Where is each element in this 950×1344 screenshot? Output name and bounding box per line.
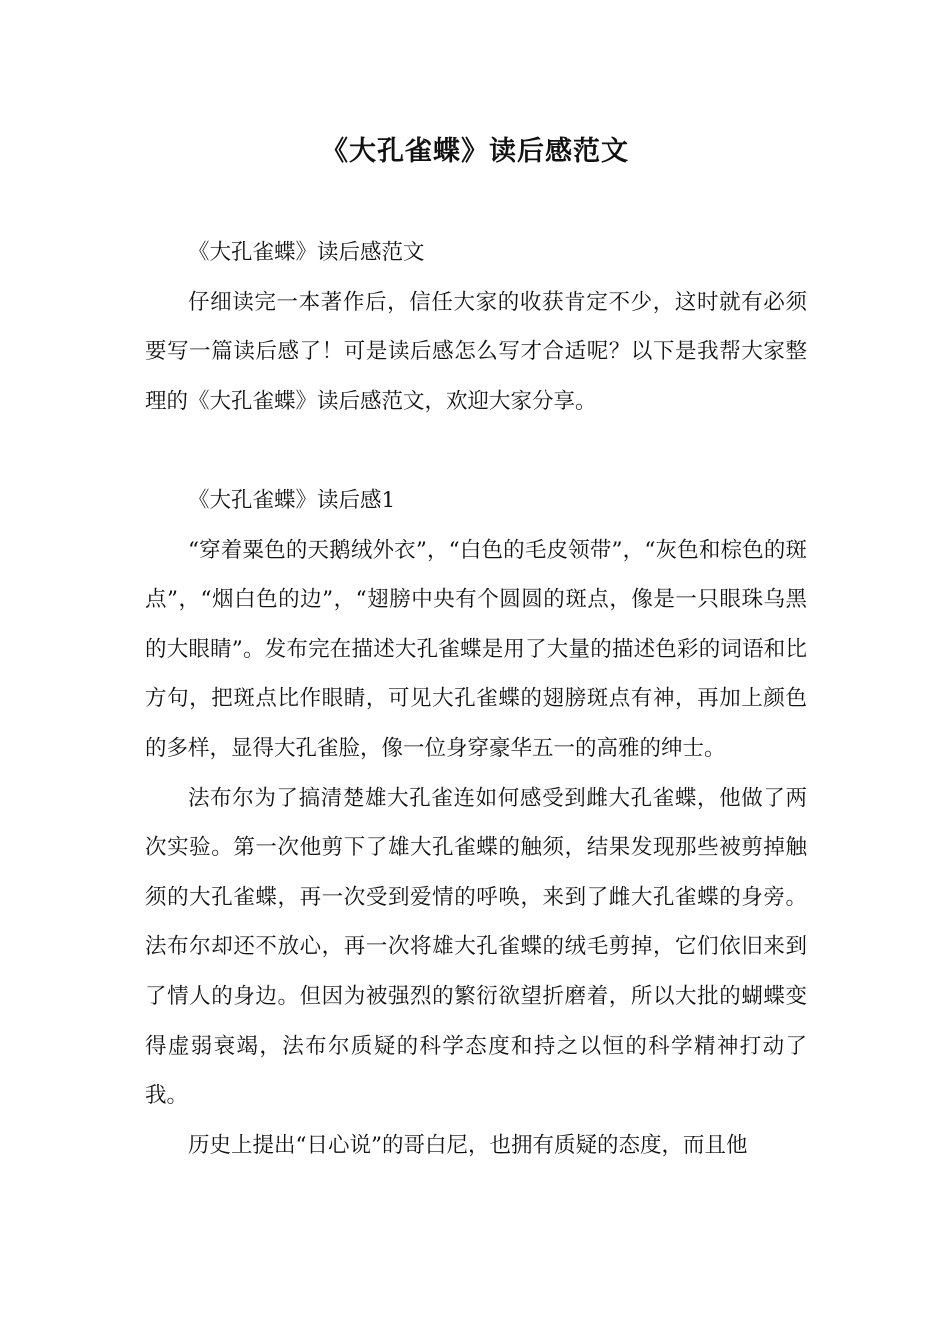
paragraph-body-3: 历史上提出“日心说”的哥白尼，也拥有质疑的态度，而且他	[188, 1132, 748, 1158]
paragraph-section-heading: 《大孔雀蝶》读后感1	[188, 487, 396, 513]
paragraph-body-1: “穿着粟色的天鹅绒外衣”，“白色的毛皮领带”，“灰色和棕色的斑点”，“烟白色的边”，“翅膀中央有个圆圆的斑点，像是一只眼珠乌黑的大眼睛”。发布完在描述大孔雀蝶是用了大量的描述色彩的词语和比方句，把斑点比作眼睛，可见大孔雀蝶的翅膀斑点有神，再加上颜色的多样，显得大孔雀脸，像一位身穿豪华五一的高雅的绅士。	[145, 537, 807, 761]
blank-line	[145, 426, 807, 476]
document-title: 《大孔雀蝶》读后感范文	[321, 136, 629, 167]
document-body	[145, 228, 807, 1170]
paragraph-body-2: 法布尔为了搞清楚雄大孔雀连如何感受到雌大孔雀蝶，他做了两次实验。第一次他剪下了雄大孔雀蝶的触须，结果发现那些被剪掉触须的大孔雀蝶，再一次受到爱情的呼唤，来到了雌大孔雀蝶的身旁。法布尔却还不放心，再一次将雄大孔雀蝶的绒毛剪掉，它们依旧来到了情人的身边。但因为被强烈的繁衍欲望折磨着，所以大批的蝴蝶变得虚弱衰竭，法布尔质疑的科学态度和持之以恒的科学精神打动了我。	[145, 785, 807, 1109]
paragraph-intro: 仔细读完一本著作后，信任大家的收获肯定不少，这时就有必须要写一篇读后感了！可是读后感怎么写才合适呢？以下是我帮大家整理的《大孔雀蝶》读后感范文，欢迎大家分享。	[145, 289, 807, 414]
paragraph-heading: 《大孔雀蝶》读后感范文	[188, 240, 425, 265]
